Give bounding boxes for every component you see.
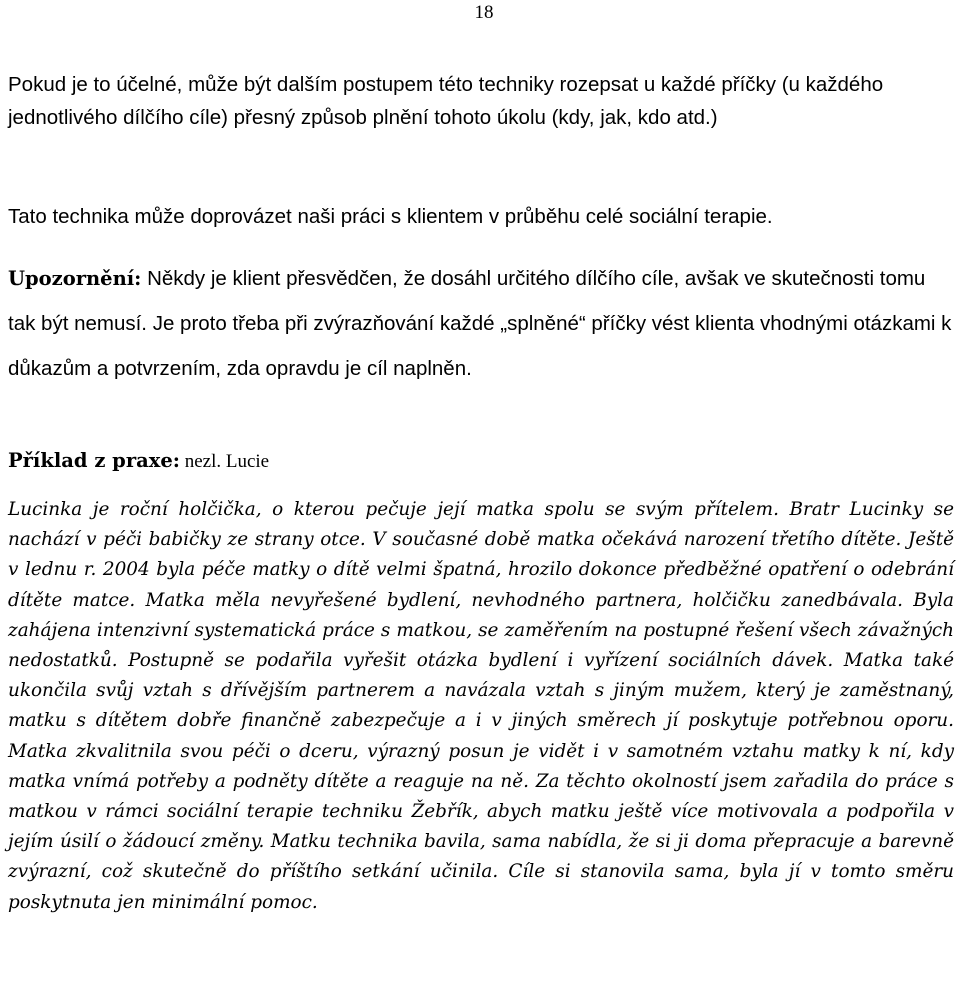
paragraph-warning <box>8 256 952 391</box>
example-heading <box>8 449 269 473</box>
paragraph-technique-detail: Pokud je to účelné, může být dalším postupem této techniky rozepsat u každé příčky (u každého jednotlivého dílčího cíle) přesný způsob plnění tohoto úkolu (kdy, jak, kdo atd.) <box>8 73 884 129</box>
case-study-text: Lucinka je roční holčička, o kterou pečuje její matka spolu se svým přítelem. Bratr Lucinky se nachází v péči babičky ze strany otce. V současné době matka očekává narození třetího dítěte. Ještě v lednu r. 2004 byla péče matky o dítě velmi špatná, hrozilo dokonce předběžné opatření o odebrání dítěte matce. Matka měla nevyřešené bydlení, nevhodného partnera, holčičku zanedbávala. Byla zahájena intenzivní systematická práce s matkou, se zaměřením na postupné řešení všech závažných nedostatků. Postupně se podařila vyřešit otázka bydlení i vyřízení sociálních dávek. Matka také ukončila svůj vztah s dřívějším partnerem a navázala vztah s jiným mužem, který je zaměstnaný, matku s dítětem dobře finančně zabezpečuje a i v jiných směrech jí poskytuje potřebnou oporu. Matka zkvalitnila svou péči o dceru, výrazný posun je vidět i v samotném vztahu matky k ní, kdy matka vnímá potřeby a podněty dítěte a reaguje na ně. Za těchto okolností jsem zařadila do práce s matkou v rámci sociální terapie techniku Žebřík, abych matku ještě více motivovala a podpořila v jejím úsilí o žádoucí změny. Matku technika bavila, sama nabídla, že si ji doma přepracuje a barevně zvýrazní, což skutečně do příštího setkání učinila. Cíle si stanovila sama, byla jí v tomto směru poskytnuta jen minimální pomoc. <box>8 499 954 913</box>
warning-label: Upozornění: <box>8 267 142 290</box>
paragraph-technique-usage: Tato technika může doprovázet naši práci s klientem v průběhu celé sociální terapie. <box>8 205 773 228</box>
page-number: 18 <box>474 2 494 23</box>
warning-text: Někdy je klient přesvědčen, že dosáhl určitého dílčího cíle, avšak ve skutečnosti tomu tak být nemusí. Je proto třeba při zvýrazňování každé „splněné“ příčky vést klienta vhodnými otázkami k důkazům a potvrzením, zda opravdu je cíl naplněn. <box>8 267 952 380</box>
example-label: Příklad z praxe: <box>8 449 180 472</box>
example-client-name: nezl. Lucie <box>179 451 270 472</box>
